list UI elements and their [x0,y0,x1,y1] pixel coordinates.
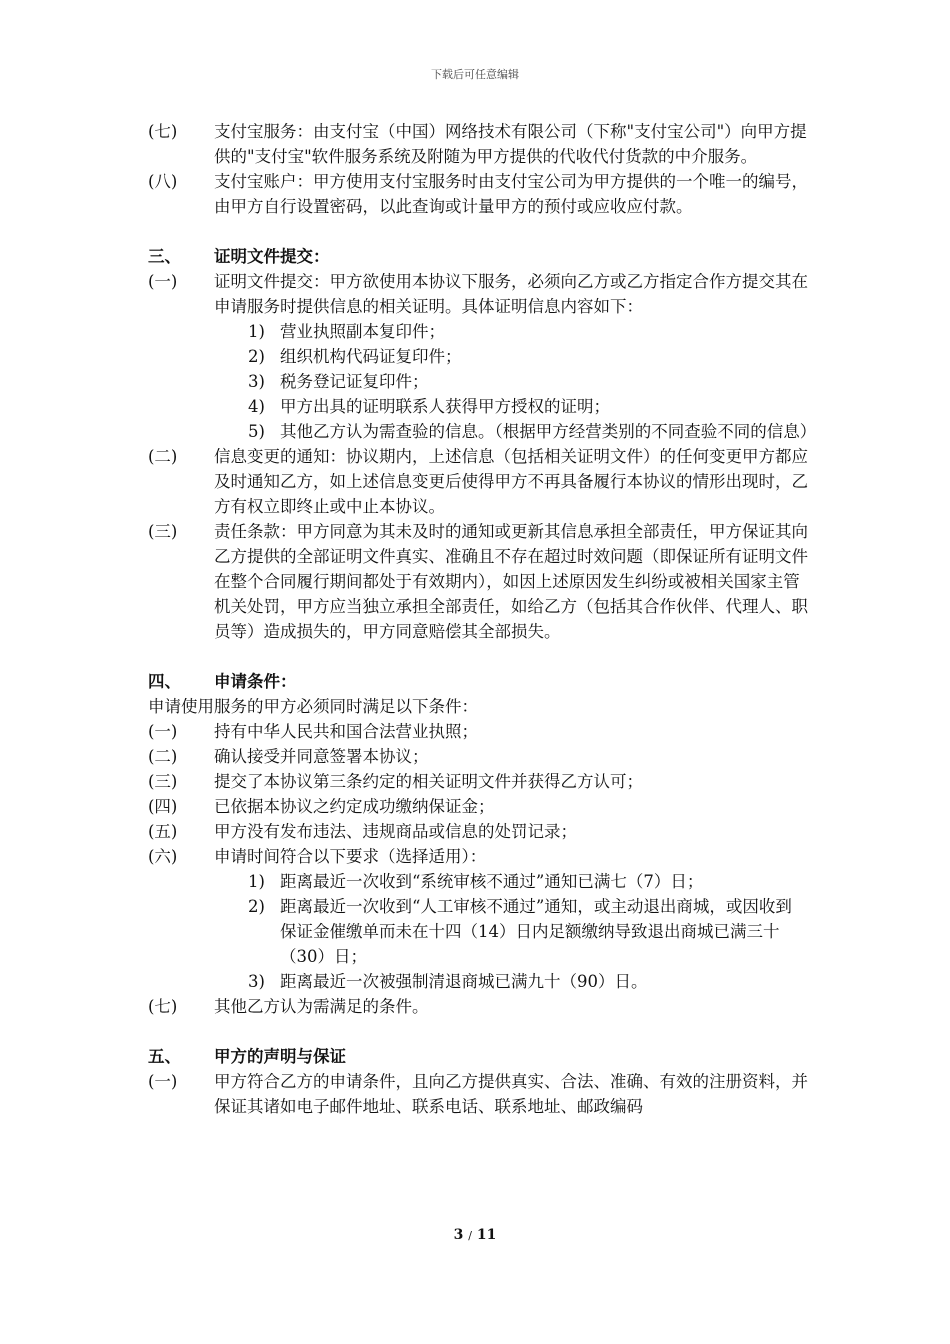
list-number: 1) [248,322,265,341]
list-text: 距离最近一次被强制清退商城已满九十（90）日。 [280,972,648,991]
clause-number: (六) [148,847,178,866]
list-number: 2) [248,897,265,916]
clause-7 [148,119,808,169]
list-item [148,319,808,344]
clause-text: 甲方没有发布违法、违规商品或信息的处罚记录； [214,822,577,841]
clause-text: 支付宝服务：由支付宝（中国）网络技术有限公司（下称"支付宝公司"）向甲方提供的"支付宝"软件服务系统及附随为甲方提供的代收代付货款的中介服务。 [214,122,807,166]
clause-text: 证明文件提交：甲方欲使用本协议下服务，必须向乙方或乙方指定合作方提交其在申请服务时提供信息的相关证明。具体证明信息内容如下： [214,272,808,316]
clause-number: (七) [148,122,178,141]
clause-text: 其他乙方认为需满足的条件。 [214,997,429,1016]
clause-text: 信息变更的通知：协议期内，上述信息（包括相关证明文件）的任何变更甲方都应及时通知乙方，如上述信息变更后使得甲方不再具备履行本协议的情形出现时，乙方有权立即终止或中止本协议。 [214,447,808,516]
current-page: 3 [453,1227,464,1243]
clause-text: 甲方符合乙方的申请条件，且向乙方提供真实、合法、准确、有效的注册资料，并保证其诸如电子邮件地址、联系电话、联系地址、邮政编码 [214,1072,808,1116]
section-title: 甲方的声明与保证 [214,1047,346,1066]
list-text: 组织机构代码证复印件； [280,347,462,366]
clause-number: (一) [148,722,178,741]
list-number: 3) [248,372,265,391]
clause-8 [148,169,808,219]
list-item [148,394,808,419]
section-4-heading [148,669,808,694]
clause-text: 确认接受并同意签署本协议； [214,747,429,766]
clause-number: (四) [148,797,178,816]
section-3-clause-1 [148,269,808,319]
section-number: 三、 [148,247,181,266]
section-3-clause-2 [148,444,808,519]
page-number [0,1227,950,1243]
clause-number: (一) [148,1072,178,1091]
section-title: 申请条件： [214,672,297,691]
section-5-heading [148,1044,808,1069]
list-item [148,419,817,444]
total-pages: 11 [476,1227,497,1243]
condition-item [148,994,808,1019]
list-text: 距离最近一次收到“系统审核不通过”通知已满七（7）日； [280,872,704,891]
condition-item [148,769,808,794]
document-body [148,119,817,1119]
clause-number: (三) [148,522,178,541]
list-number: 2) [248,347,265,366]
list-text: 其他乙方认为需查验的信息。（根据甲方经营类别的不同查验不同的信息） [280,422,817,441]
clause-text: 已依据本协议之约定成功缴纳保证金； [214,797,495,816]
clause-number: (五) [148,822,178,841]
clause-text: 责任条款：甲方同意为其未及时的通知或更新其信息承担全部责任，甲方保证其向乙方提供的全部证明文件真实、准确且不存在超过时效问题（即保证所有证明文件在整个合同履行期间都处于有效期内），如因上述原因发生纠纷或被相关国家主管机关处罚，甲方应当独立承担全部责任，如给乙方（包括其合作伙伴、代理人、职员等）造成损失的，甲方同意赔偿其全部损失。 [214,522,808,641]
list-text: 营业执照副本复印件； [280,322,445,341]
clause-number: (三) [148,772,178,791]
condition-item [148,794,808,819]
page-separator: / [468,1229,472,1242]
condition-item [148,819,808,844]
clause-number: (二) [148,747,178,766]
clause-number: (一) [148,272,178,291]
page-header: 下载后可任意编辑 [431,68,519,81]
section-number: 四、 [148,672,181,691]
section-title: 证明文件提交： [214,247,330,266]
condition-item [148,844,808,869]
section-4-intro: 申请使用服务的甲方必须同时满足以下条件： [148,697,478,716]
clause-number: (七) [148,997,178,1016]
list-item [148,969,808,994]
condition-item [148,719,808,744]
list-item [148,344,808,369]
clause-text: 申请时间符合以下要求（选择适用）： [214,847,487,866]
condition-item [148,744,808,769]
list-item [148,869,808,894]
list-item [148,369,808,394]
list-text: 税务登记证复印件； [280,372,429,391]
clause-text: 提交了本协议第三条约定的相关证明文件并获得乙方认可； [214,772,643,791]
clause-text: 支付宝账户：甲方使用支付宝服务时由支付宝公司为甲方提供的一个唯一的编号，由甲方自行设置密码，以此查询或计量甲方的预付或应收应付款。 [214,172,808,216]
list-text: 甲方出具的证明联系人获得甲方授权的证明； [280,397,610,416]
clause-text: 持有中华人民共和国合法营业执照； [214,722,478,741]
section-3-heading [148,244,808,269]
list-number: 1) [248,872,265,891]
list-number: 4) [248,397,265,416]
section-5-clause-1 [148,1069,808,1119]
list-item [148,894,808,969]
section-3-clause-3 [148,519,808,644]
clause-number: (八) [148,172,178,191]
list-number: 3) [248,972,265,991]
section-number: 五、 [148,1047,181,1066]
list-number: 5) [248,422,265,441]
list-text: 距离最近一次收到“人工审核不通过”通知，或主动退出商城，或因收到保证金催缴单而未在十四（14）日内足额缴纳导致退出商城已满三十（30）日； [280,897,792,966]
clause-number: (二) [148,447,178,466]
